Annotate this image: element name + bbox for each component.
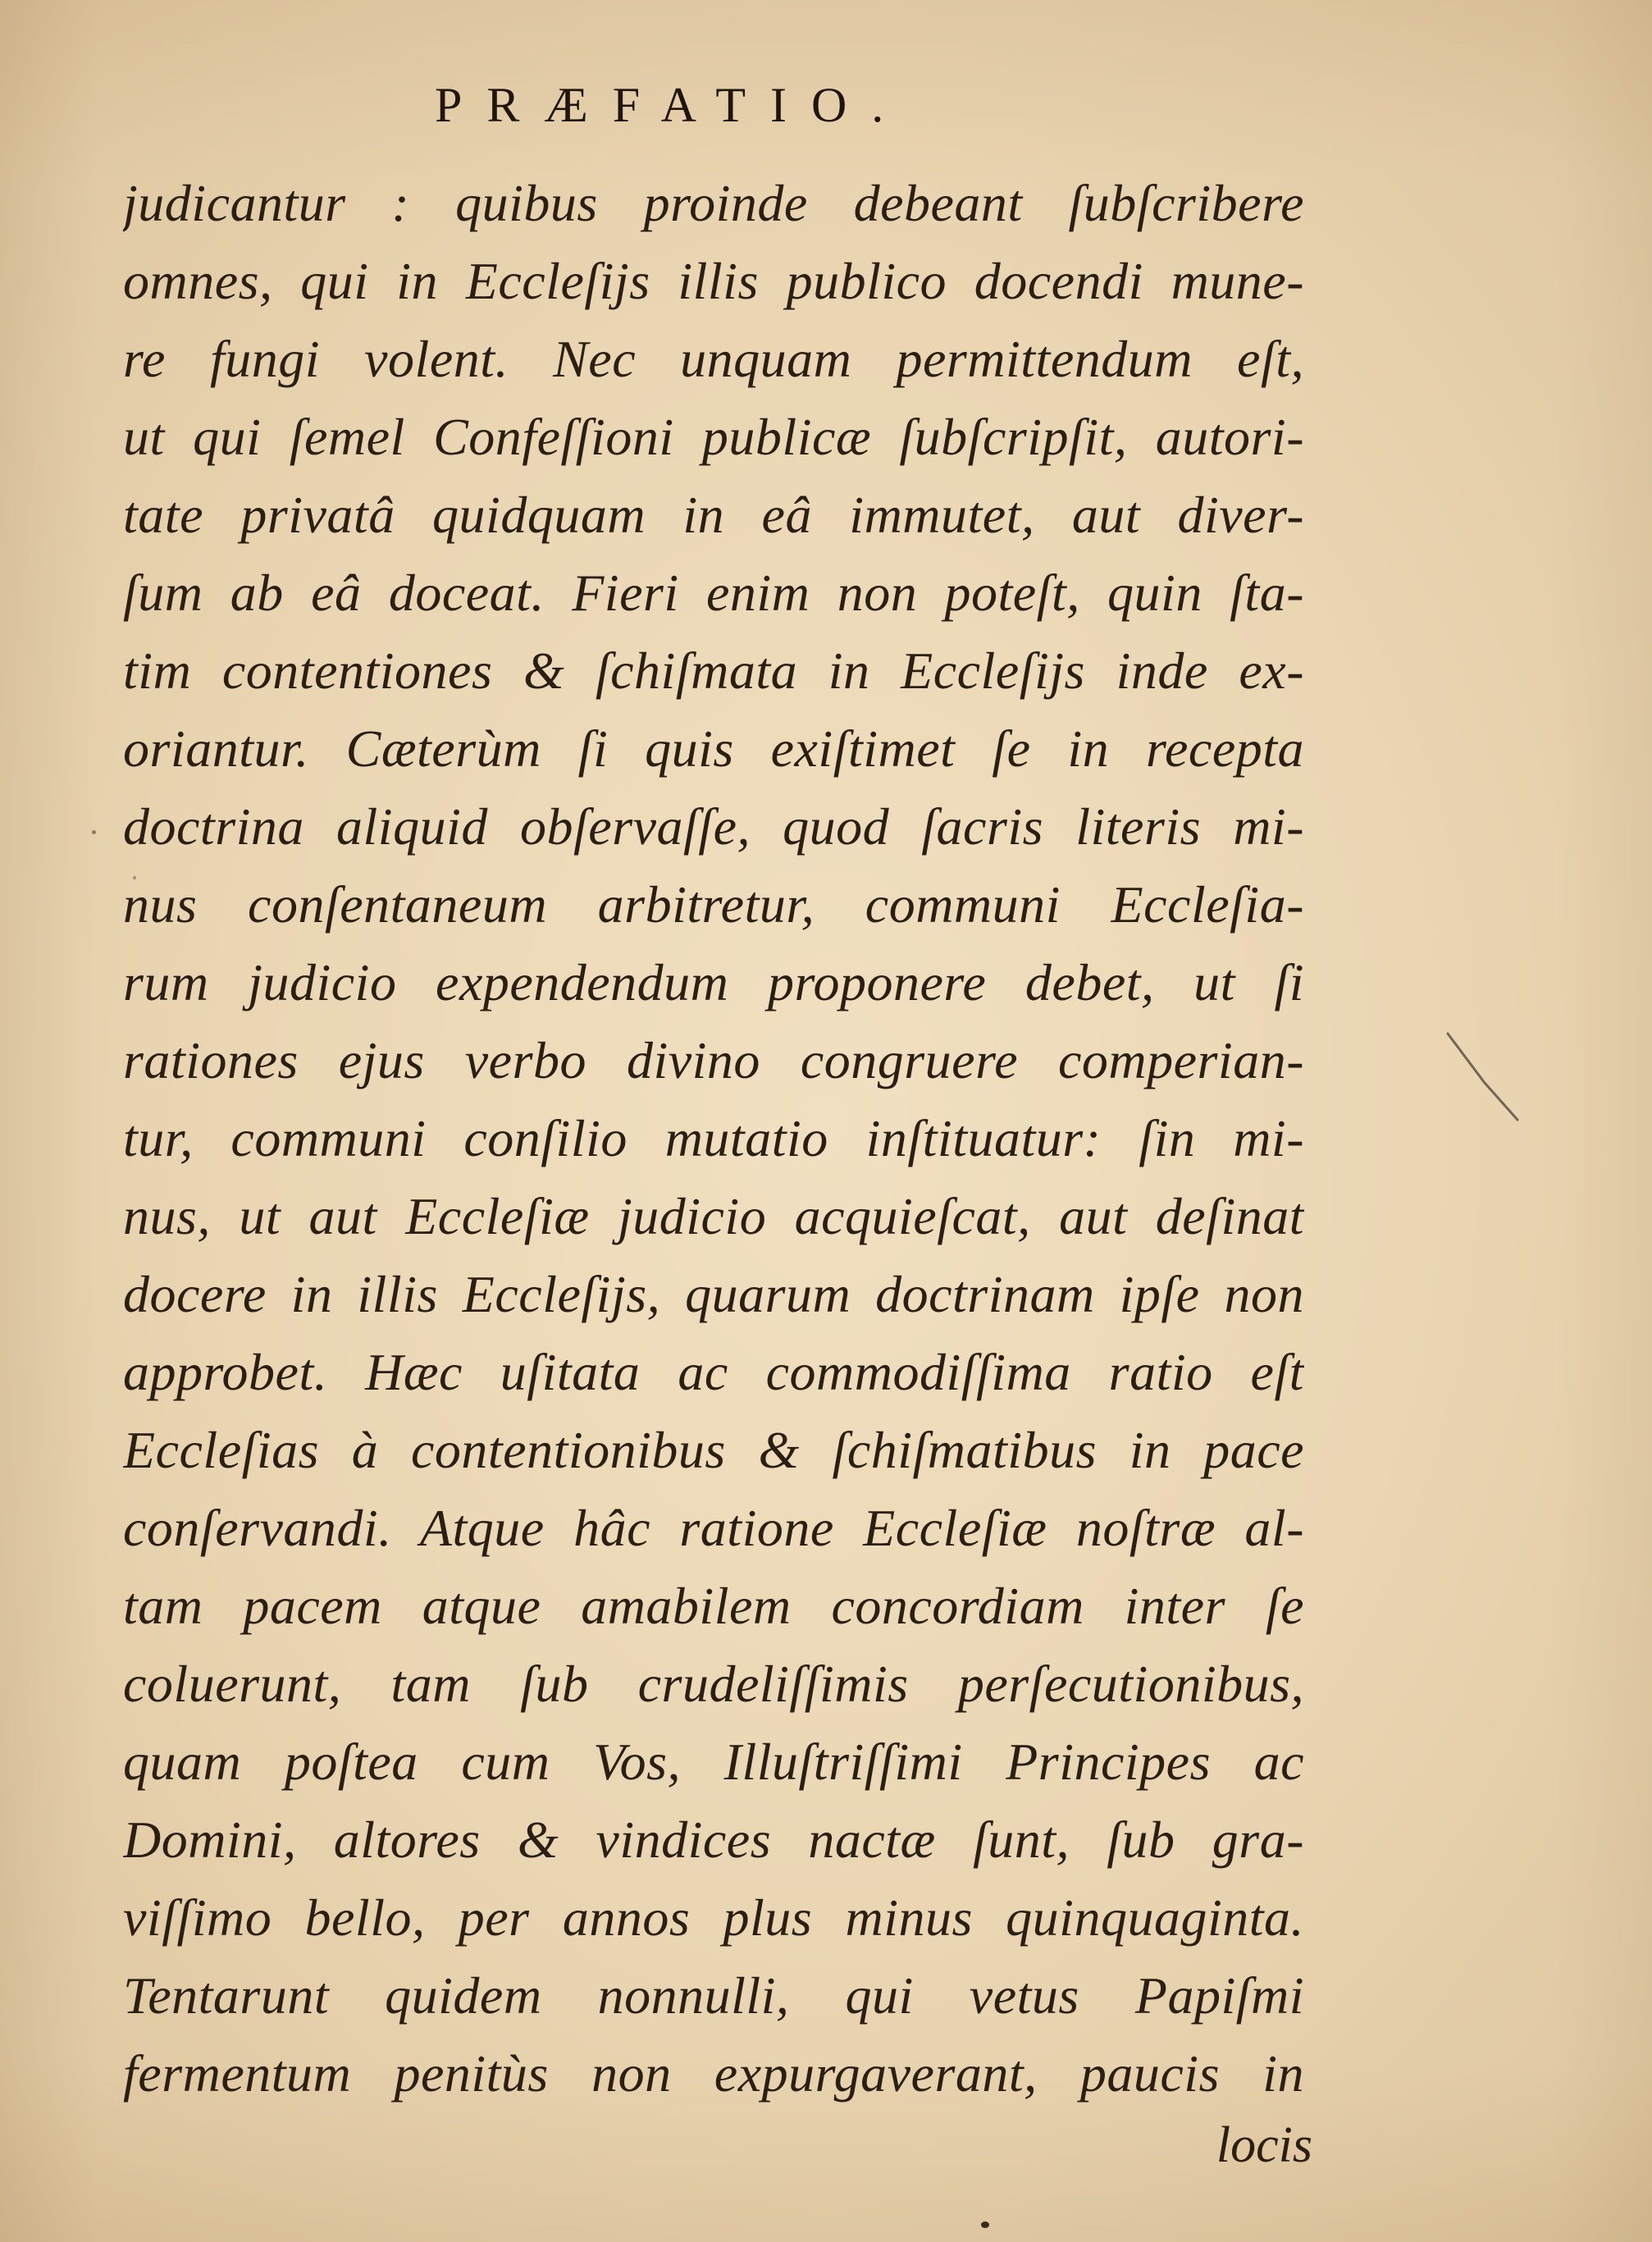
running-head: PRÆFATIO. xyxy=(435,78,909,132)
text-line: oriantur. Cæterùm ſi quis exiſtimet ſe in recepta xyxy=(123,719,1304,778)
text-line: re fungi volent. Nec unquam permittendum eſt, xyxy=(123,330,1304,388)
text-line: judicantur : quibus proinde debeant ſubſcribere xyxy=(123,174,1304,232)
text-line: rum judicio expendendum proponere debet, ut ſi xyxy=(123,953,1304,1011)
text-line: quam poſtea cum Vos, Illuſtriſſimi Principes ac xyxy=(123,1733,1304,1791)
text-line: nus conſentaneum arbitretur, communi Eccleſia- xyxy=(123,875,1304,934)
text-line: Tentarunt quidem nonnulli, qui vetus Papiſmi xyxy=(123,1966,1304,2025)
text-line: coluerunt, tam ſub crudeliſſimis perſecutionibus, xyxy=(123,1655,1304,1713)
text-line: omnes, qui in Eccleſijs illis publico docendi mune- xyxy=(123,252,1304,310)
pencil-mark xyxy=(1440,1025,1538,1132)
text-line: fermentum penitùs non expurgaverant, paucis in xyxy=(123,2044,1304,2103)
ink-speck xyxy=(981,2221,989,2228)
text-line: tim contentiones & ſchiſmata in Eccleſijs inde ex- xyxy=(123,642,1304,700)
ink-speck xyxy=(92,830,96,834)
body-text xyxy=(123,164,1304,2112)
text-line: tam pacem atque amabilem concordiam inter ſe xyxy=(123,1577,1304,1635)
ink-speck xyxy=(133,876,136,879)
text-line: Domini, altores & vindices nactæ ſunt, ſub gra- xyxy=(123,1810,1304,1869)
text-line: tate privatâ quidquam in eâ immutet, aut diver- xyxy=(123,486,1304,544)
text-line: rationes ejus verbo divino congruere comperian- xyxy=(123,1031,1304,1089)
text-line: ut qui ſemel Confeſſioni publicæ ſubſcripſit, autori- xyxy=(123,408,1304,466)
text-line: approbet. Hæc uſitata ac commodiſſima ratio eſt xyxy=(123,1343,1304,1401)
text-line: nus, ut aut Eccleſiæ judicio acquieſcat, aut deſinat xyxy=(123,1187,1304,1245)
text-line: Eccleſias à contentionibus & ſchiſmatibus in pace xyxy=(123,1421,1304,1479)
text-line: docere in illis Eccleſijs, quarum doctrinam ipſe non xyxy=(123,1265,1304,1323)
text-line: doctrina aliquid obſervaſſe, quod ſacris literis mi- xyxy=(123,797,1304,856)
text-line: conſervandi. Atque hâc ratione Eccleſiæ noſtræ al- xyxy=(123,1499,1304,1557)
text-line: tur, communi conſilio mutatio inſtituatur: ſin mi- xyxy=(123,1109,1304,1167)
text-line: ſum ab eâ doceat. Fieri enim non poteſt, quin ſta- xyxy=(123,564,1304,622)
catchword: locis xyxy=(1216,2117,1312,2173)
text-line: viſſimo bello, per annos plus minus quinquaginta. xyxy=(123,1888,1304,1947)
